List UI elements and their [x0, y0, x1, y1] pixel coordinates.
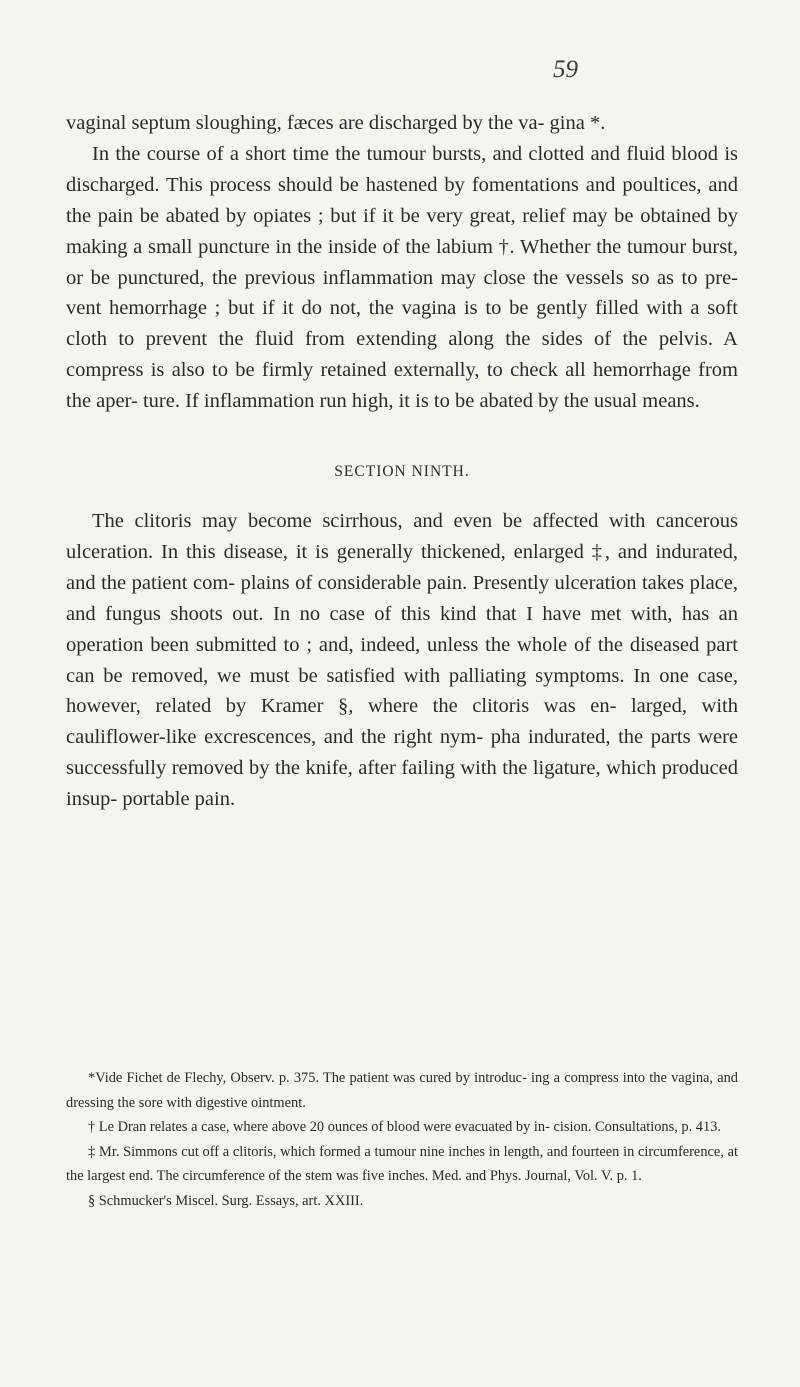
- footnotes: [66, 1066, 738, 1214]
- paragraph-clitoris: The clitoris may become scirrhous, and even be affected with cancerous ulceration. In this disease, it is generally thickened, enlarged ‡, and indurated, and the patient com- plains of considerable pain. Presently ulceration takes place, and fungus shoots out. In no case of this kind that I have met with, has an operation been submitted to ; and, indeed, unless the whole of the diseased part can be removed, we must be satisfied with palliating symptoms. In one case, however, related by Kramer §, where the clitoris was en- larged, with cauliflower-like excrescences, and the right nym- pha indurated, the parts were successfully removed by the knife, after failing with the ligature, which produced insup- portable pain.: [66, 509, 738, 811]
- page-number: 59: [553, 56, 578, 83]
- section-heading: SECTION NINTH.: [334, 463, 470, 481]
- paragraph-tumour-bursts: In the course of a short time the tumour bursts, and clotted and fluid blood is discharged. This process should be hastened by fomentations and poultices, and the pain be abated by opiates ; but if it be very great, relief may be obtained by making a small puncture in the inside of the labium †. Whether the tumour burst, or be punctured, the previous inflammation may close the vessels so as to pre- vent hemorrhage ; but if it do not, the vagina is to be gently filled with a soft cloth to prevent the fluid from extending along the sides of the pelvis. A compress is also to be firmly retained externally, to check all hemorrhage from the aper- ture. If inflammation run high, it is to be abated by the usual means.: [66, 142, 738, 413]
- main-text: [66, 108, 738, 815]
- footnote-2: † Le Dran relates a case, where above 20 ounces of blood were evacuated by in- cision. Consultations, p. 413.: [88, 1119, 721, 1136]
- footnote-3: ‡ Mr. Simmons cut off a clitoris, which formed a tumour nine inches in length, and fourteen in circumference, at the largest end. The circumference of the stem was five inches. Med. and Phys. Journal, Vol. V. p. 1.: [66, 1143, 738, 1185]
- footnote-4: § Schmucker's Miscel. Surg. Essays, art. XXIII.: [88, 1192, 364, 1209]
- paragraph-continuation: vaginal septum sloughing, fæces are discharged by the va- gina *.: [66, 112, 606, 134]
- footnote-1: *Vide Fichet de Flechy, Observ. p. 375. The patient was cured by introduc- ing a compress into the vagina, and dressing the sore with digestive ointment.: [66, 1070, 738, 1111]
